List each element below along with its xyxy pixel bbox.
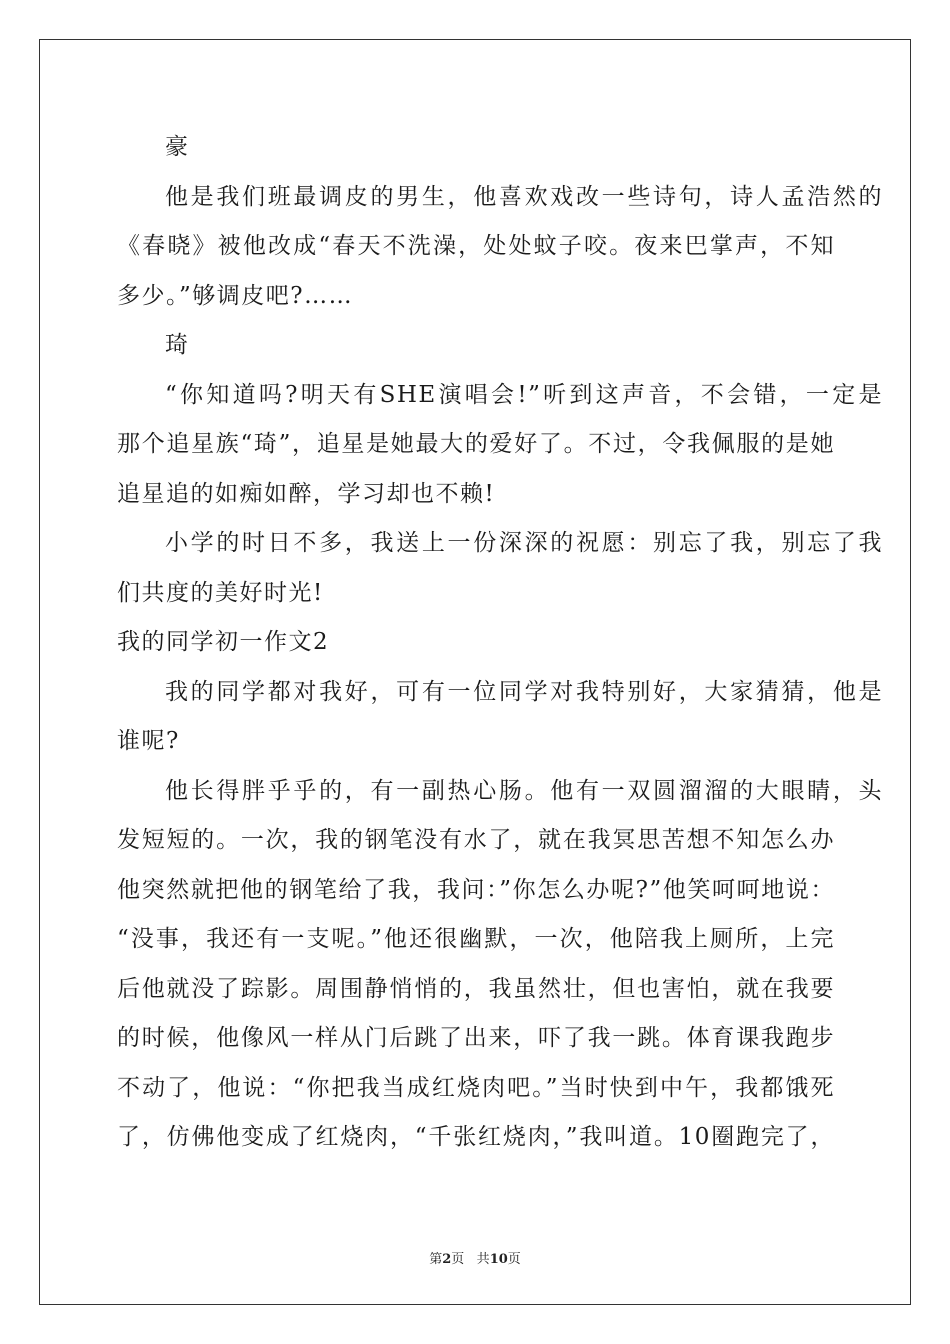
paragraph-line: 他突然就把他的钢笔给了我，我问：”你怎么办呢?”他笑呵呵地说：	[117, 876, 835, 903]
paragraph-line: 那个追星族“琦”，追星是她最大的爱好了。不过，令我佩服的是她	[117, 431, 835, 457]
total-suffix: 页	[507, 1252, 521, 1267]
paragraph-line: 我的同学都对我好，可有一位同学对我特别好，大家猜猜，他是	[165, 678, 883, 705]
paragraph-line: “没事，我还有一支呢。”他还很幽默，一次，他陪我上厕所，上完	[117, 926, 835, 952]
paragraph-line: 后他就没了踪影。周围静悄悄的，我虽然壮，但也害怕，就在我要	[117, 975, 835, 1002]
paragraph-line: 的时候，他像风一样从门后跳了出来，吓了我一跳。体育课我跑步	[117, 1025, 835, 1051]
page-suffix: 页	[451, 1252, 465, 1267]
paragraph-line: 们共度的美好时光!	[117, 579, 324, 606]
paragraph-line: 豪	[165, 134, 190, 160]
page-footer	[0, 1248, 950, 1267]
paragraph-line: 《春晓》被他改成“春天不洗澡，处处蚊子咬。夜来巴掌声，不知	[117, 233, 835, 259]
paragraph-line: 他是我们班最调皮的男生，他喜欢戏改一些诗句，诗人孟浩然的	[165, 183, 883, 210]
document-body	[117, 123, 883, 1163]
total-pages: 10	[489, 1252, 508, 1267]
page-prefix: 第	[429, 1252, 443, 1267]
paragraph-line: 追星追的如痴如醉，学习却也不赖!	[117, 480, 496, 507]
paragraph-line: 小学的时日不多，我送上一份深深的祝愿：别忘了我，别忘了我	[165, 530, 883, 556]
section-heading: 我的同学初一作文2	[117, 629, 330, 655]
paragraph-line: 了，仿佛他变成了红烧肉，“千张红烧肉，”我叫道。10圈跑完了，	[117, 1124, 835, 1150]
paragraph-line: 不动了，他说：“你把我当成红烧肉吧。”当时快到中午，我都饿死	[117, 1074, 835, 1101]
page-number: 2	[442, 1252, 452, 1267]
paragraph-line: “你知道吗?明天有SHE演唱会!”听到这声音，不会错，一定是	[165, 381, 883, 408]
paragraph-line: 多少。”够调皮吧?……	[117, 282, 354, 309]
paragraph-line: 谁呢?	[117, 728, 180, 754]
paragraph-line: 他长得胖乎乎的，有一副热心肠。他有一双圆溜溜的大眼睛，头	[165, 777, 883, 804]
paragraph-line: 琦	[165, 332, 190, 358]
total-prefix: 共	[476, 1252, 490, 1267]
paragraph-line: 发短短的。一次，我的钢笔没有水了，就在我冥思苦想不知怎么办	[117, 827, 835, 853]
